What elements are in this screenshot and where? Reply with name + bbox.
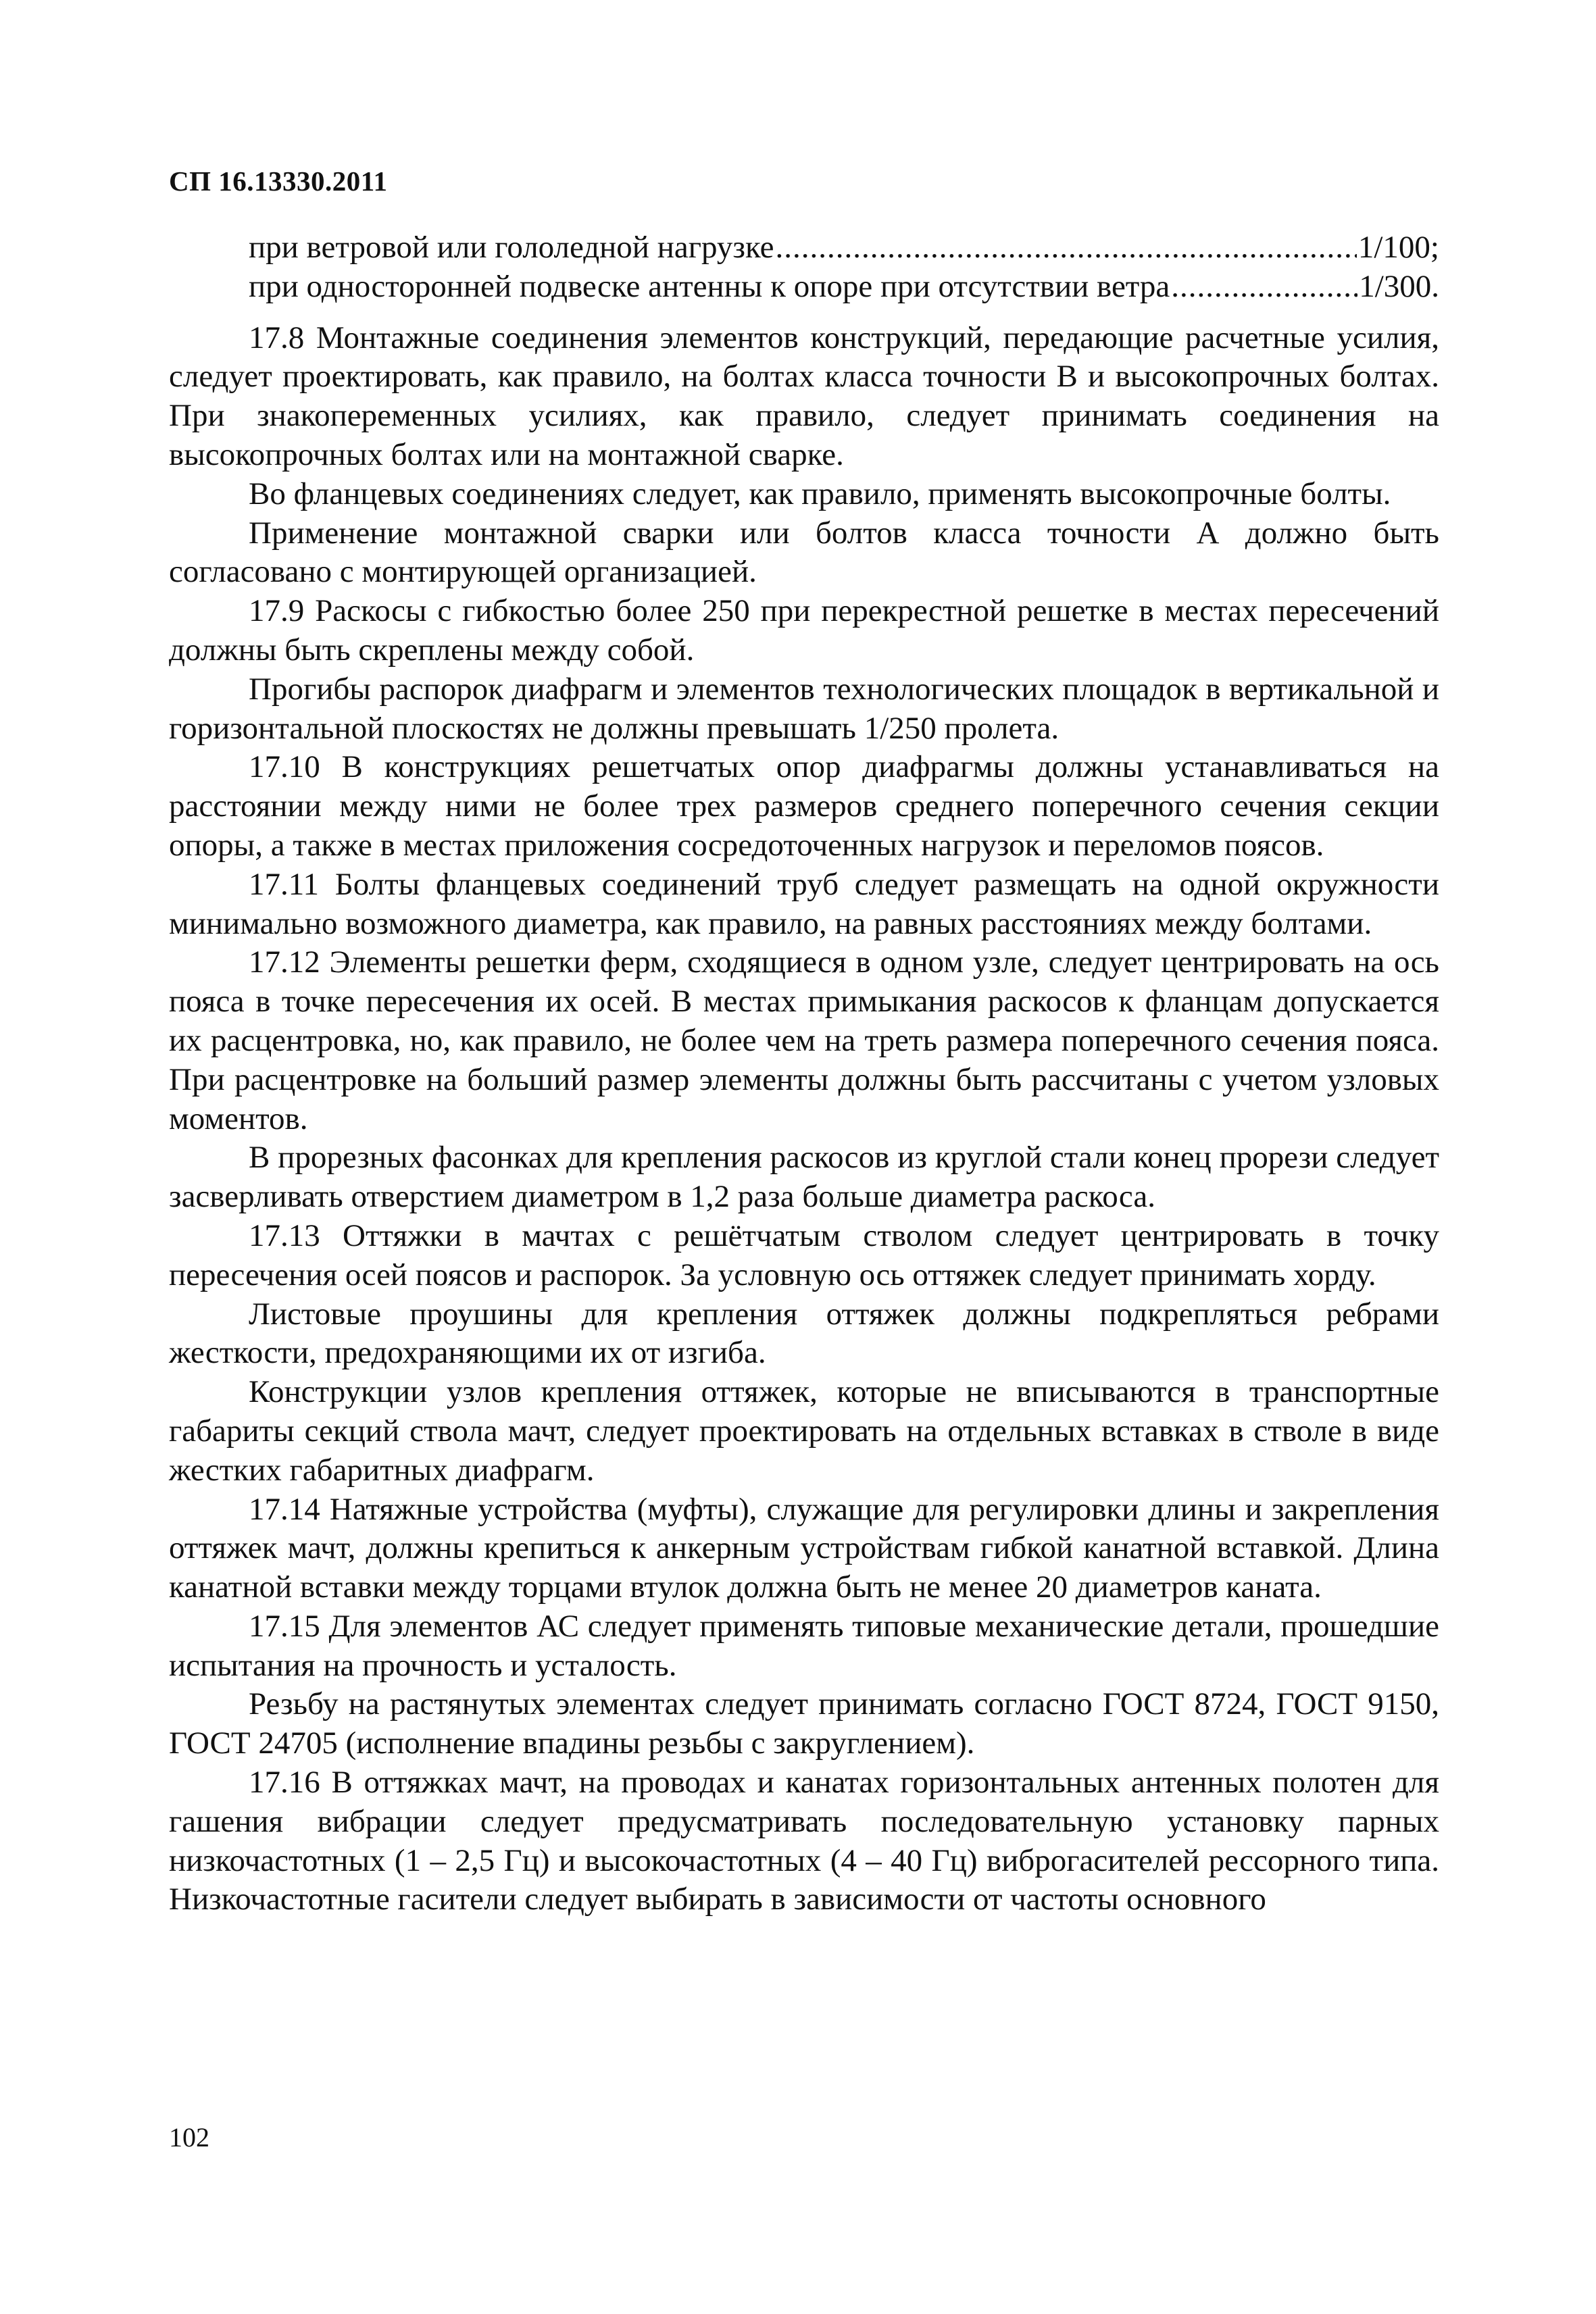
- dot-leader: [775, 228, 1356, 268]
- document-body: [169, 228, 1439, 1919]
- paragraph: Резьбу на растянутых элементах следует принимать согласно ГОСТ 8724, ГОСТ 9150, ГОСТ 24705 (исполнение впадины резьбы с закруглением).: [169, 1686, 1439, 1761]
- paragraph-17-10: 17.10 В конструкциях решетчатых опор диафрагмы должны устанавливаться на расстоянии между ними не более трех размеров среднего поперечного сечения секции опоры, а также в местах приложения сосредоточенных нагрузок и переломов поясов.: [169, 749, 1439, 863]
- paragraph-17-9: 17.9 Раскосы с гибкостью более 250 при перекрестной решетке в местах пересечений должны быть скреплены между собой.: [169, 593, 1439, 668]
- paragraph-17-11: 17.11 Болты фланцевых соединений труб следует размещать на одной окружности минимально возможного диаметра, как правило, на равных расстояниях между болтами.: [169, 866, 1439, 941]
- paragraph-17-13: 17.13 Оттяжки в мачтах с решётчатым стволом следует центрировать в точку пересечения осей поясов и распорок. За условную ось оттяжек следует принимать хорду.: [169, 1217, 1439, 1292]
- paragraph-17-8: 17.8 Монтажные соединения элементов конструкций, передающие расчетные усилия, следует проектировать, как правило, на болтах класса точности В и высокопрочных болтах. При знакопеременных усилиях, как правило, следует принимать соединения на высокопрочных болтах или на монтажной сварке.: [169, 320, 1439, 472]
- limit-line-label: при ветровой или гололедной нагрузке: [249, 230, 774, 265]
- paragraph: Во фланцевых соединениях следует, как правило, применять высокопрочные болты.: [249, 476, 1391, 511]
- paragraph: В прорезных фасонках для крепления раскосов из круглой стали конец прорези следует засверливать отверстием диаметром в 1,2 раза больше диаметра раскоса.: [169, 1140, 1439, 1215]
- limit-line-wind: [169, 228, 1439, 268]
- paragraph-17-15: 17.15 Для элементов АС следует применять типовые механические детали, прошедшие испытания на прочность и усталость.: [169, 1608, 1439, 1683]
- limit-line-value: 1/300.: [1359, 268, 1439, 304]
- paragraph: Прогибы распорок диафрагм и элементов технологических площадок в вертикальной и горизонтальной плоскостях не должны превышать 1/250 пролета.: [169, 671, 1439, 746]
- limit-line-label: при односторонней подвеске антенны к опоре при отсутствии ветра: [249, 268, 1170, 304]
- paragraph: Конструкции узлов крепления оттяжек, которые не вписываются в транспортные габариты секций ствола мачт, следует проектировать на отдельных вставках в стволе в виде жестких габаритных диафрагм.: [169, 1374, 1439, 1488]
- limit-line-antenna: [169, 268, 1439, 307]
- paragraph: Применение монтажной сварки или болтов класса точности А должно быть согласовано с монтирующей организацией.: [169, 515, 1439, 590]
- paragraph-17-14: 17.14 Натяжные устройства (муфты), служащие для регулировки длины и закрепления оттяжек мачт, должны крепиться к анкерным устройствам гибкой канатной вставкой. Длина канатной вставки между торцами втулок должна быть не менее 20 диаметров каната.: [169, 1491, 1439, 1605]
- page-number: 102: [169, 2122, 209, 2153]
- paragraph: Листовые проушины для крепления оттяжек должны подкрепляться ребрами жесткости, предохраняющими их от изгиба.: [169, 1296, 1439, 1371]
- limit-line-value: 1/100;: [1357, 230, 1439, 265]
- paragraph-17-16: 17.16 В оттяжках мачт, на проводах и канатах горизонтальных антенных полотен для гашения вибрации следует предусматривать последовательную установку парных низкочастотных (1 – 2,5 Гц) и высокочастотных (4 – 40 Гц) виброгасителей рессорного типа. Низкочастотные гасители следует выбирать в зависимости от частоты основного: [169, 1765, 1439, 1917]
- dot-leader: [1171, 268, 1357, 307]
- document-code-header: СП 16.13330.2011: [169, 166, 388, 197]
- paragraph-17-12: 17.12 Элементы решетки ферм, сходящиеся в одном узле, следует центрировать на ось пояса в точке пересечения их осей. В местах примыкания раскосов к фланцам допускается их расцентровка, но, как правило, не более чем на треть размера поперечного сечения пояса. При расцентровке на больший размер элементы должны быть рассчитаны с учетом узловых моментов.: [169, 945, 1439, 1136]
